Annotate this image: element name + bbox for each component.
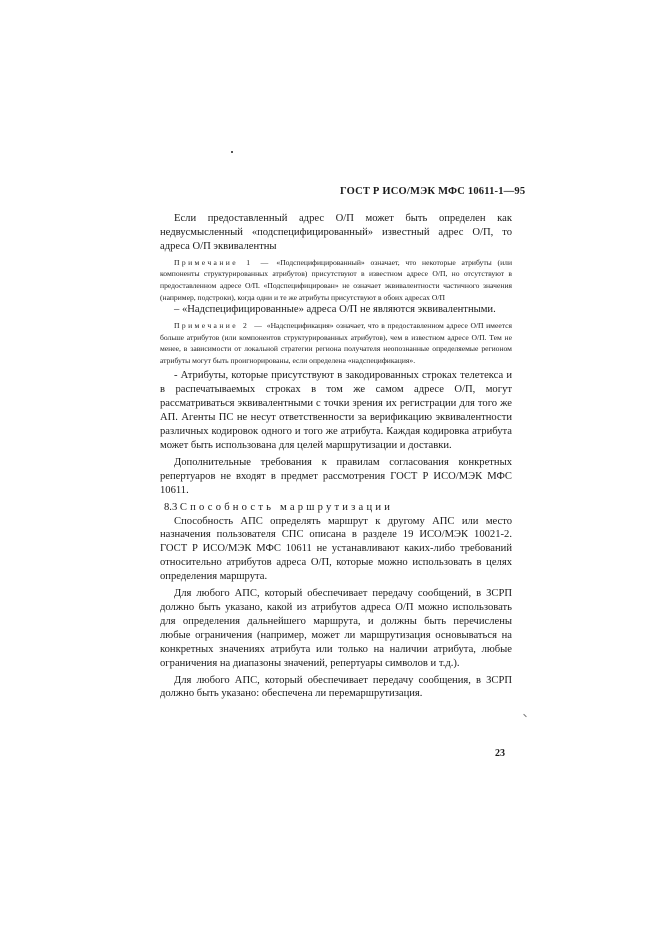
paragraph: Для любого АПС, который обеспечивает передачу сообщения, в ЗСРП должно быть указано: обеспечена ли перемаршрутизация. [160,674,512,700]
document-body [160,212,512,701]
page-number: 23 [495,748,505,759]
speck-mark [523,714,527,718]
paragraph: - Атрибуты, которые присутствуют в закодированных строках телетекса и в распечатываемых строках в том же самом адресе О/П, могут рассматриваться эквивалентными с точки зрения их регистрации для того же АП. Агенты ПС не несут ответственности за верификацию эквивалентности различных кодировок одного и того же атрибута. Каждая кодировка атрибута может быть использована для целей маршрутизации и доставки. [160,370,512,451]
note-2-text: «Надспецификация» означает, что в предоставленном адресе О/П имеется больше атрибутов (или компонентов структурированных атрибутов), чем в известном адресе О/П. Тем не менее, в зависимости от локальной стратегии региона получателя неопознанные определяемые регионом атрибуты могут быть проигнорированы, если определена «надспецификация». [160,321,512,365]
paragraph: Если предоставленный адрес О/П может быть определен как недвусмысленный «подспецифицированный» известный адрес О/П, то адреса О/П эквивалентны [160,213,512,252]
paragraph: Для любого АПС, который обеспечивает передачу сообщений, в ЗСРП должно быть указано, какой из атрибутов адреса О/П можно использовать для определения дальнейшего маршрута, и должны быть перечислены любые ограничения (например, может ли маршрутизация основываться на конкретных значениях атрибута или только на наличии атрибута, любые ограничения на диапазоны значений, репертуары символов и т.д.). [160,588,512,669]
speck-mark [231,151,233,153]
section-heading [160,501,512,515]
note-2-label: Примечание 2 — [174,321,265,330]
note-1 [160,257,512,303]
note-2 [160,320,512,366]
note-1-label: Примечание 1 — [174,257,271,267]
paragraph: – «Надспецифицированные» адреса О/П не являются эквивалентными. [174,304,496,316]
note-1-text: «Подспецифицированный» означает, что некоторые атрибуты (или компоненты структурированных атрибутов) присутствуют в известном адресе О/П, но отсутствуют в предоставленном адресе О/П. «Подспецифицирован» не означает эквивалентности частичного значения (например, подстроки), когда одни и те же атрибуты присутствуют в обоих адресах О/П [160,257,513,302]
running-header: ГОСТ Р ИСО/МЭК МФС 10611-1—95 [340,186,526,197]
section-title: Способность маршрутизации [179,501,394,513]
paragraph: Дополнительные требования к правилам согласования конкретных репертуаров не входят в предмет рассмотрения ГОСТ Р ИСО/МЭК МФС 10611. [160,456,512,496]
section-number: 8.3 [164,501,178,513]
paragraph: Способность АПС определять маршрут к другому АПС или место назначения пользователя СПС описана в разделе 19 ИСО/МЭК 10021-2. ГОСТ Р ИСО/МЭК МФС 10611 не устанавливают каких-либо требований относительно атрибутов адреса О/П, которые можно использовать в целях определения маршрута. [160,515,512,583]
